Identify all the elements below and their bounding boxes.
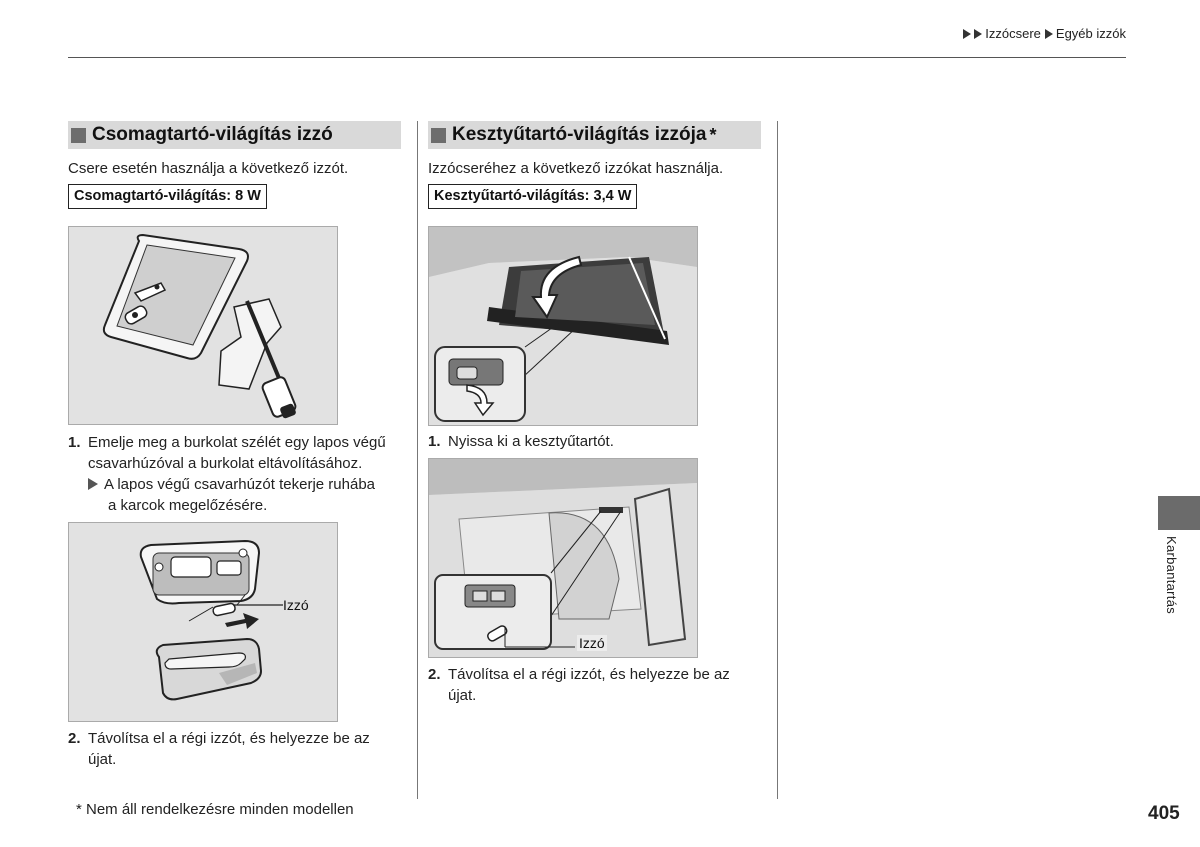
figure-remove-cover: [68, 226, 338, 425]
intro-text: Csere esetén használja a következő izzót.: [68, 160, 349, 177]
arrow-right-icon: [963, 29, 971, 39]
spec-box: Kesztyűtartó-világítás: 3,4 W: [428, 184, 637, 209]
lamp-housing-illustration: [104, 235, 248, 359]
note-arrow-icon: [88, 478, 98, 490]
bulb-label: Izzó: [283, 597, 309, 613]
spec-box: Csomagtartó-világítás: 8 W: [68, 184, 267, 209]
step-text: újat.: [448, 687, 477, 704]
arrow-right-icon: [1045, 29, 1053, 39]
lamp-base-illustration: [141, 541, 259, 604]
header-divider: [68, 57, 1126, 58]
column-divider: [417, 121, 418, 799]
page-number: 405: [1148, 803, 1180, 824]
step-text: csavarhúzóval a burkolat eltávolításához.: [88, 455, 363, 472]
section-title: Csomagtartó-világítás izzó: [92, 124, 333, 145]
step-number: 2.: [68, 730, 81, 747]
note-text: A lapos végű csavarhúzót tekerje ruhába: [104, 476, 376, 493]
step-text: Távolítsa el a régi izzót, és helyezze be az: [448, 666, 730, 683]
step-1: [428, 431, 768, 452]
section-heading: [68, 121, 401, 149]
breadcrumb-item: Izzócsere: [985, 26, 1041, 41]
note: [68, 474, 408, 495]
note-text: a karcok megelőzésére.: [108, 497, 268, 514]
step-text: Távolítsa el a régi izzót, és helyezze be az: [88, 730, 370, 747]
square-bullet-icon: [71, 128, 86, 143]
breadcrumb-item: Egyéb izzók: [1055, 26, 1126, 41]
chapter-tab: [1158, 496, 1200, 530]
bulb-illustration: [212, 603, 235, 616]
step-2: [428, 664, 768, 706]
section-heading: [428, 121, 761, 149]
breadcrumb: [963, 26, 1126, 41]
figure-open-glovebox: [428, 226, 698, 426]
step-number: 1.: [68, 434, 81, 451]
chapter-tab-label: Karbantartás: [1164, 536, 1179, 615]
availability-mark: *: [709, 124, 717, 145]
step-text: újat.: [88, 751, 117, 768]
step-text: Emelje meg a burkolat szélét egy lapos végű: [88, 434, 386, 451]
intro-text: Izzócseréhez a következő izzókat használja.: [428, 160, 724, 177]
step-1: [68, 432, 408, 516]
lamp-cover-illustration: [157, 639, 261, 699]
figure-glovebox-bulb: [428, 458, 698, 658]
arrow-right-icon: [225, 613, 259, 629]
step-text: Nyissa ki a kesztyűtartót.: [448, 433, 614, 450]
arrow-right-icon: [974, 29, 982, 39]
square-bullet-icon: [431, 128, 446, 143]
step-number: 1.: [428, 433, 441, 450]
section-title: Kesztyűtartó-világítás izzója: [452, 124, 707, 145]
column-divider: [777, 121, 778, 799]
figure-bulb-replace: [68, 522, 338, 722]
bulb-label: Izzó: [579, 635, 605, 651]
step-number: 2.: [428, 666, 441, 683]
footnote: * Nem áll rendelkezésre minden modellen: [76, 801, 354, 818]
step-2: [68, 728, 408, 770]
